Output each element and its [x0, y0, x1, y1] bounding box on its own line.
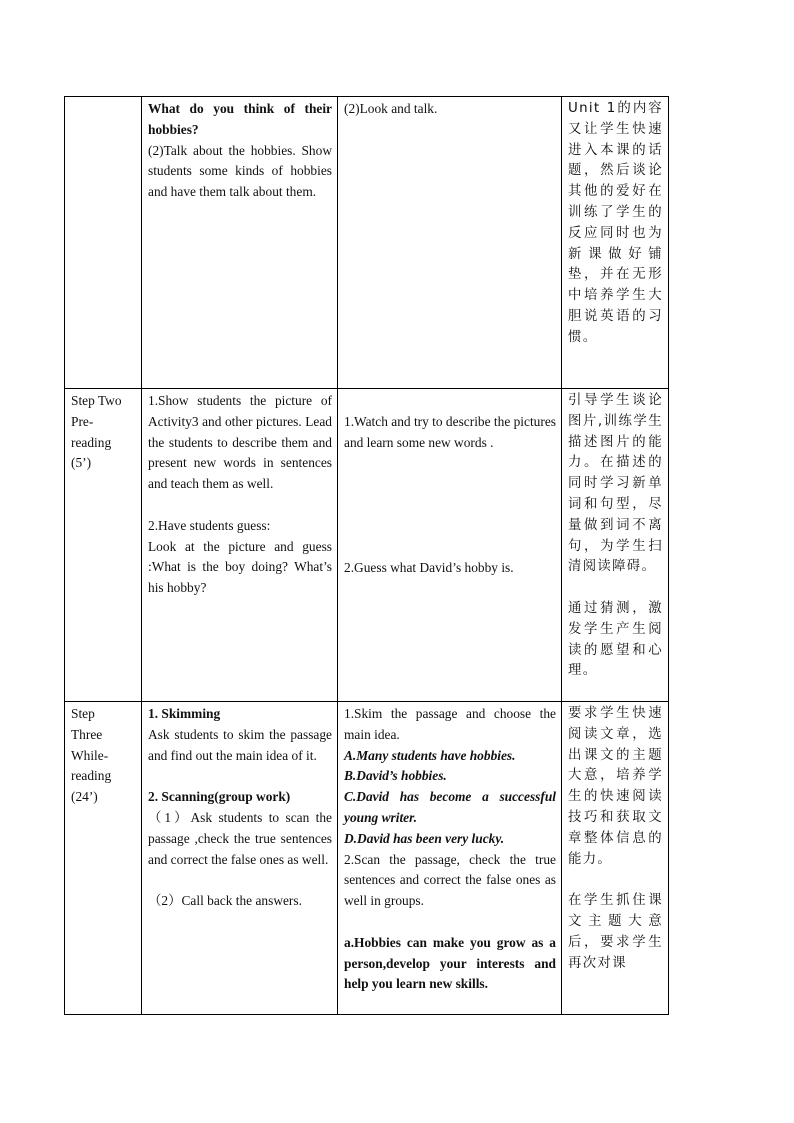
teacher-activity-text: 2.Have students guess: [148, 517, 271, 533]
student-activity-text: 1.Skim the passage and choose the main idea. [344, 706, 556, 742]
student-activity-cell [338, 97, 562, 389]
design-purpose-text: 通过猜测，激发学生产生阅读的愿望和心理。 [568, 600, 663, 679]
design-purpose-cell [562, 702, 669, 1015]
true-false-sentence: a.Hobbies can make you grow as a person,develop your interests and help you learn new skills. [344, 934, 556, 992]
step-cell [65, 389, 142, 702]
teacher-activity-text: 1.Show students the picture of Activity3 and other pictures. Lead the students to describe them and present new words in sentences and teach them as well. [148, 393, 332, 492]
teacher-activity-cell [142, 389, 338, 702]
table-row [65, 389, 669, 702]
option-d: D.David has been very lucky. [344, 830, 505, 846]
option-b: B.David’s hobbies. [344, 768, 447, 784]
question-heading: What do you think of their hobbies? [148, 101, 332, 137]
step-label: Pre- [71, 413, 94, 429]
teacher-activity-cell [142, 702, 338, 1015]
teacher-activity-text: Look at the picture and guess :What is the boy doing? What’s his hobby? [148, 538, 332, 596]
step-label: Three [71, 726, 103, 742]
table-row [65, 97, 669, 389]
student-activity-text: 1.Watch and try to describe the pictures and learn some new words . [344, 414, 556, 450]
option-a: A.Many students have hobbies. [344, 747, 516, 763]
teacher-activity-text: （2）Call back the answers. [148, 893, 302, 909]
student-activity-text: 2.Guess what David’s hobby is. [344, 559, 514, 575]
design-purpose-cell [562, 389, 669, 702]
teacher-activity-text: （1）Ask students to scan the passage ,check the true sentences and correct the false ones as well. [148, 809, 332, 867]
step-label: Step [71, 706, 95, 721]
step-time: (5’) [71, 455, 92, 471]
design-purpose-cell: Unit 1的内容又让学生快速进入本课的话题，然后谈论其他的爱好在训练了学生的反应同时也为新课做好铺垫，并在无形中培养学生大胆说英语的习惯。 [562, 97, 669, 389]
design-purpose-text: 引导学生谈论图片,训练学生描述图片的能力。在描述的同时学习新单词和句型，尽量做到词不离句，为学生扫清阅读障碍。 [568, 393, 663, 575]
step-label: reading [71, 434, 112, 450]
student-activity-cell [338, 702, 562, 1015]
teacher-activity-cell [142, 97, 338, 389]
step-label: Step Two [71, 393, 122, 408]
section-heading: 2. Scanning(group work) [148, 789, 291, 805]
table-row [65, 702, 669, 1015]
step-label: reading [71, 768, 112, 784]
design-purpose-text: 在学生抓住课文主题大意后，要求学生再次对课 [568, 893, 663, 971]
teacher-activity-text: (2)Talk about the hobbies. Show students some kinds of hobbies and have them talk about them. [148, 142, 332, 200]
step-cell [65, 97, 142, 389]
step-cell [65, 702, 142, 1015]
step-time: (24’) [71, 789, 98, 805]
section-heading: 1. Skimming [148, 706, 221, 721]
student-activity-cell [338, 389, 562, 702]
design-purpose-text: 要求学生快速阅读文章，选出课文的主题大意，培养学生的快速阅读技巧和获取文章整体信息的能力。 [568, 706, 663, 867]
lesson-plan-table [64, 96, 669, 1015]
option-c: C.David has become a successful young writer. [344, 789, 556, 825]
step-label: While- [71, 747, 109, 763]
student-activity-text: 2.Scan the passage, check the true sentences and correct the false ones as well in groups. [344, 851, 556, 909]
student-activity-text: (2)Look and talk. [344, 101, 438, 116]
teacher-activity-text: Ask students to skim the passage and find out the main idea of it. [148, 726, 332, 763]
